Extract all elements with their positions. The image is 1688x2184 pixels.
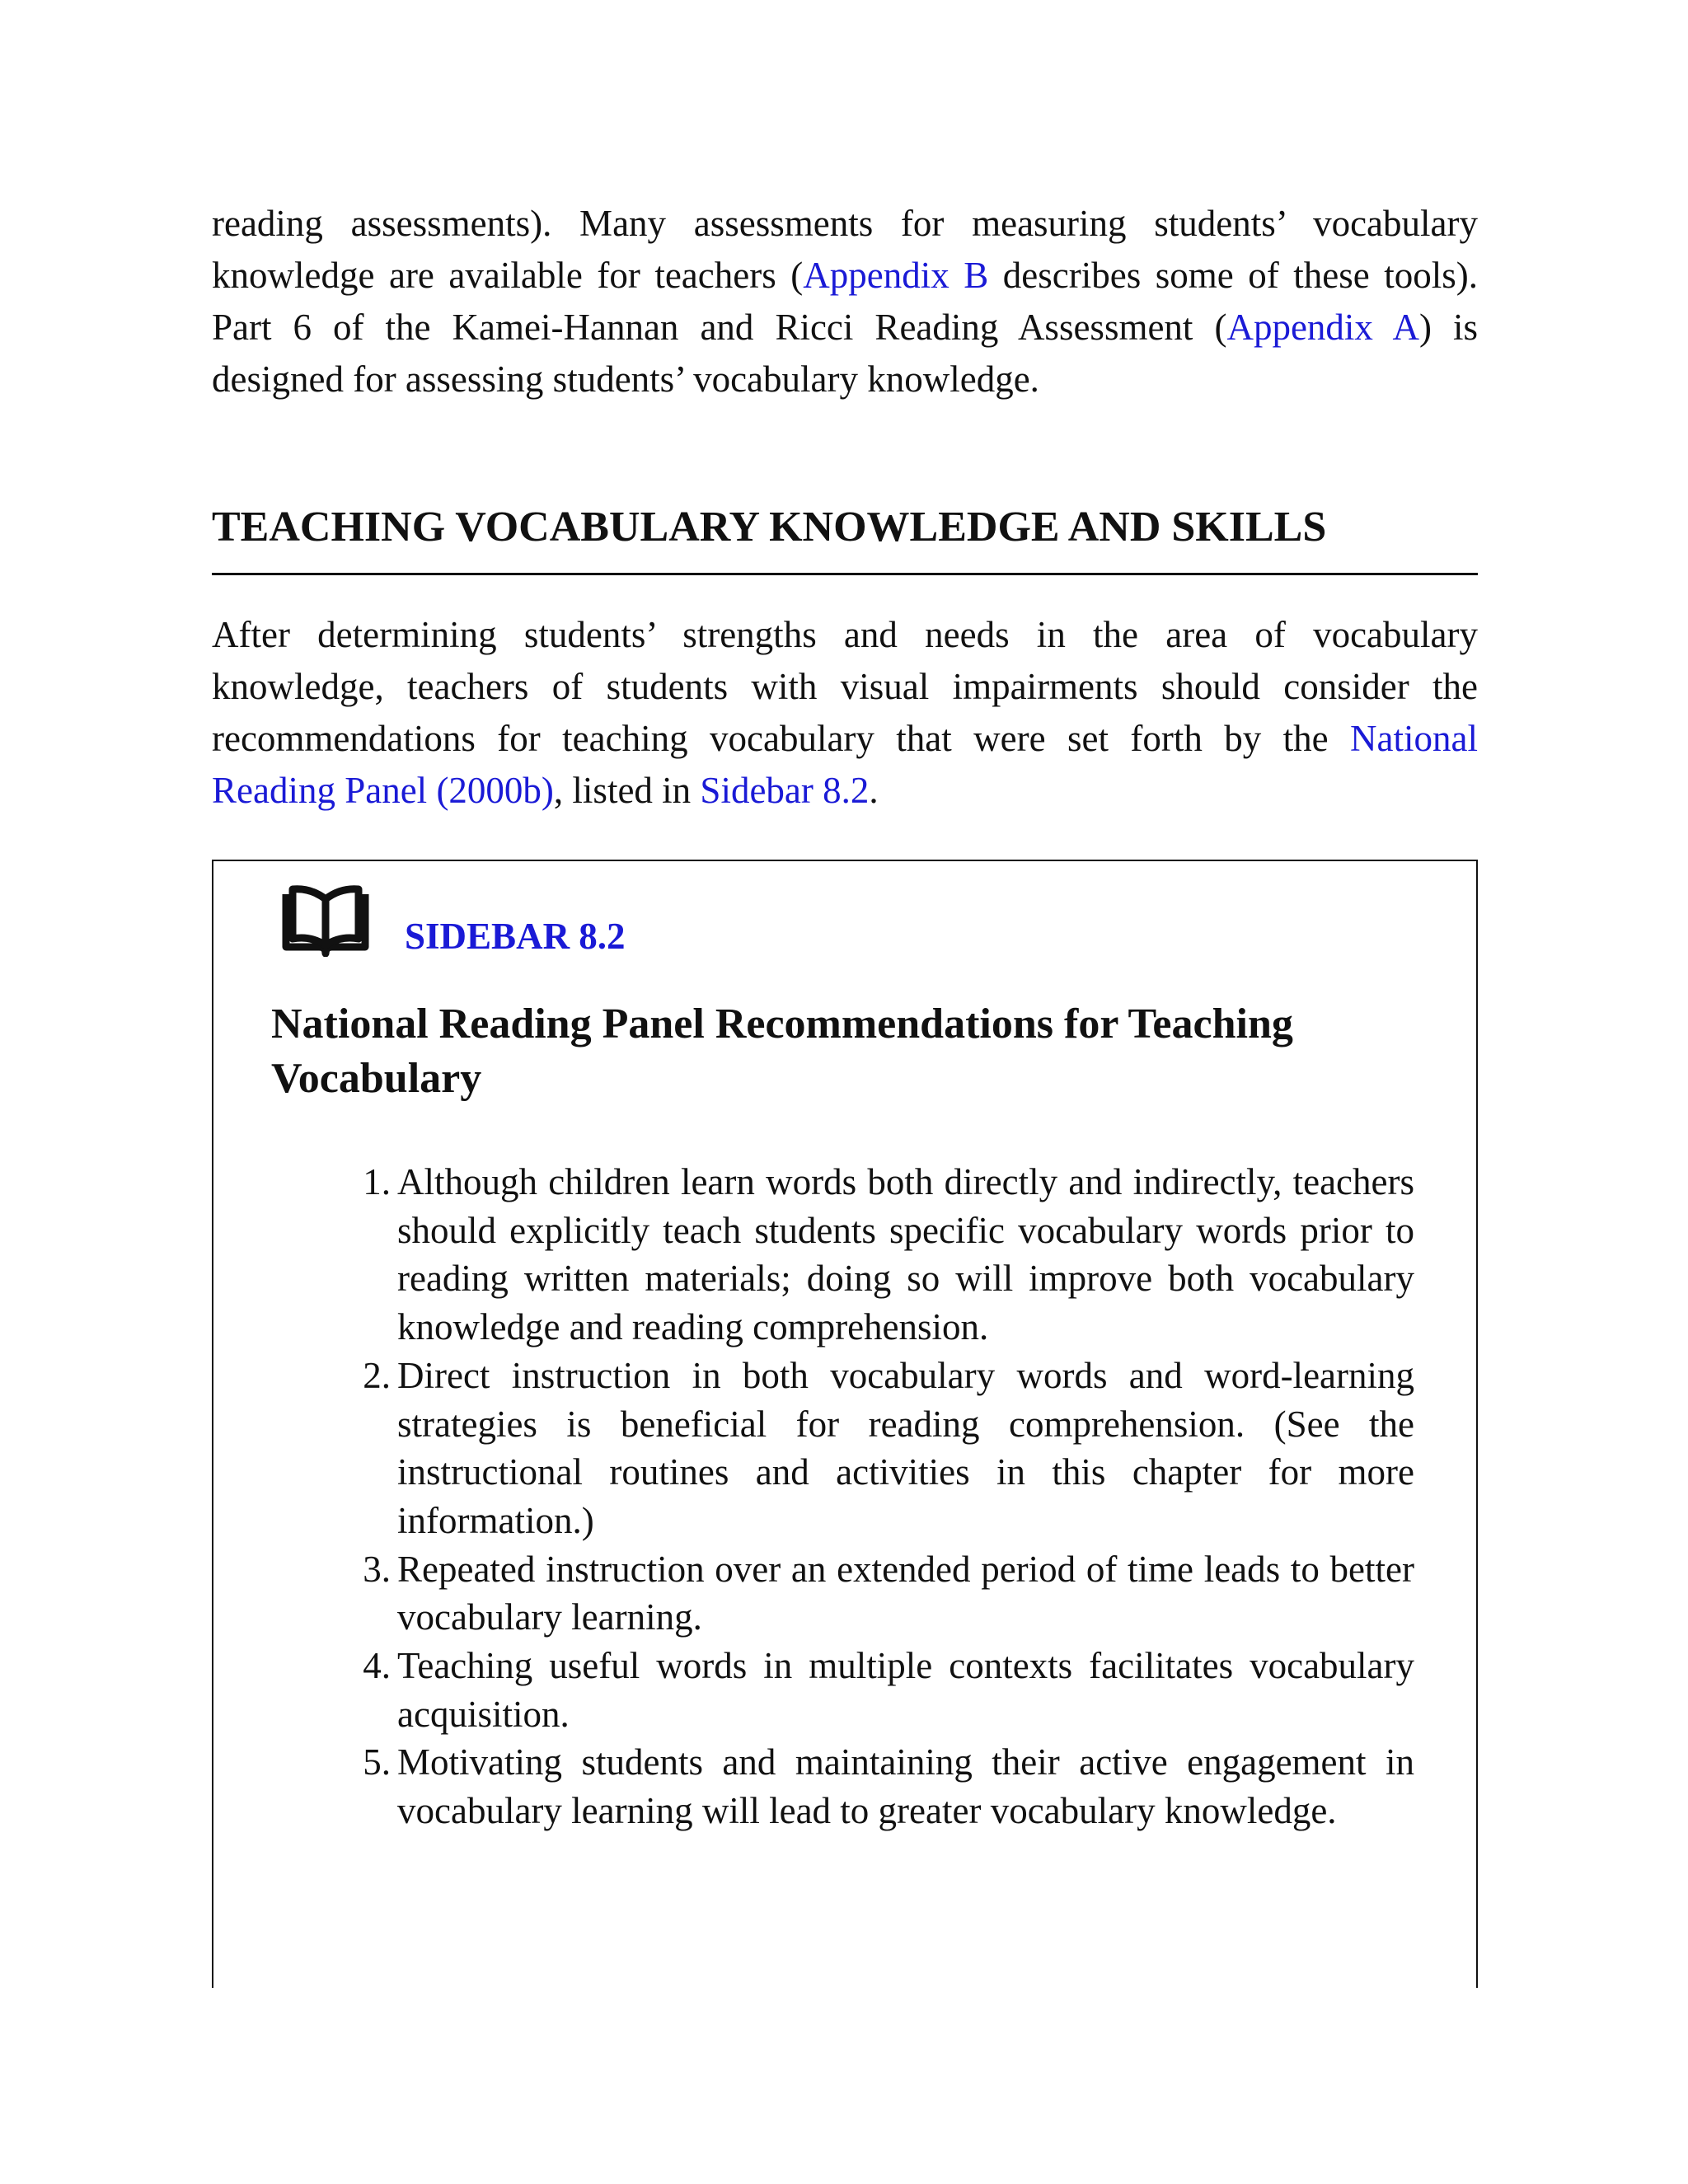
- list-item-text: Direct instruction in both vocabulary words and word-learning strategies is beneficial for reading comprehension. (See the instructional routines and activities in this chapter for more information.): [397, 1354, 1414, 1541]
- list-item: [348, 1352, 1414, 1545]
- intro-text-1: reading assessments). Many assessments for measuring students’ vocabulary knowledge are available for teachers (: [212, 203, 1478, 296]
- appendix-b-link[interactable]: Appendix B: [803, 255, 989, 296]
- appendix-a-link[interactable]: Appendix A: [1226, 307, 1419, 348]
- intro-text-3: ) is designed for assessing students’ vocabulary knowledge.: [212, 307, 1478, 400]
- list-item-text: Although children learn words both directly and indirectly, teachers should explicitly teach students specific vocabulary words prior to reading written materials; doing so will improve both vocabulary knowledge and reading comprehension.: [397, 1161, 1414, 1348]
- page-content: [212, 198, 1478, 1988]
- national-reading-panel-link[interactable]: National Reading Panel (2000b): [212, 718, 1478, 811]
- sidebar-box: [212, 860, 1478, 1988]
- list-item: [348, 1642, 1414, 1738]
- list-item-number: 2.: [363, 1354, 391, 1396]
- list-item-number: 1.: [363, 1161, 391, 1202]
- list-item-text: Repeated instruction over an extended period of time leads to better vocabulary learning.: [397, 1548, 1414, 1638]
- intro-paragraph: [212, 198, 1478, 405]
- intro-text-2: describes some of these tools). Part 6 of the Kamei-Hannan and Ricci Reading Assessment (: [212, 255, 1478, 348]
- section-text-3: .: [869, 770, 879, 811]
- list-item-number: 3.: [363, 1548, 391, 1590]
- sidebar-title: National Reading Panel Recommendations for Teaching Vocabulary: [271, 1001, 1293, 1102]
- section-paragraph: [212, 609, 1478, 817]
- list-item-text: Teaching useful words in multiple contexts facilitates vocabulary acquisition.: [397, 1645, 1414, 1735]
- list-item: [348, 1545, 1414, 1642]
- sidebar-label: SIDEBAR 8.2: [405, 916, 626, 957]
- book-icon: [279, 883, 372, 957]
- sidebar-8-2-link[interactable]: Sidebar 8.2: [700, 770, 870, 811]
- list-item: [348, 1158, 1414, 1352]
- section-heading: TEACHING VOCABULARY KNOWLEDGE AND SKILLS: [212, 502, 1478, 575]
- list-item-number: 4.: [363, 1645, 391, 1687]
- recommendations-list: [348, 1158, 1414, 1835]
- list-item-number: 5.: [363, 1741, 391, 1783]
- sidebar-header: [279, 883, 626, 957]
- list-item: [348, 1738, 1414, 1835]
- list-item-text: Motivating students and maintaining their active engagement in vocabulary learning will lead to greater vocabulary knowledge.: [397, 1741, 1414, 1832]
- section-text-2: , listed in: [553, 770, 701, 811]
- section-text-1: After determining students’ strengths and needs in the area of vocabulary knowledge, teachers of students with visual impairments should consider the recommendations for teaching vocabulary that were set forth by the: [212, 614, 1478, 759]
